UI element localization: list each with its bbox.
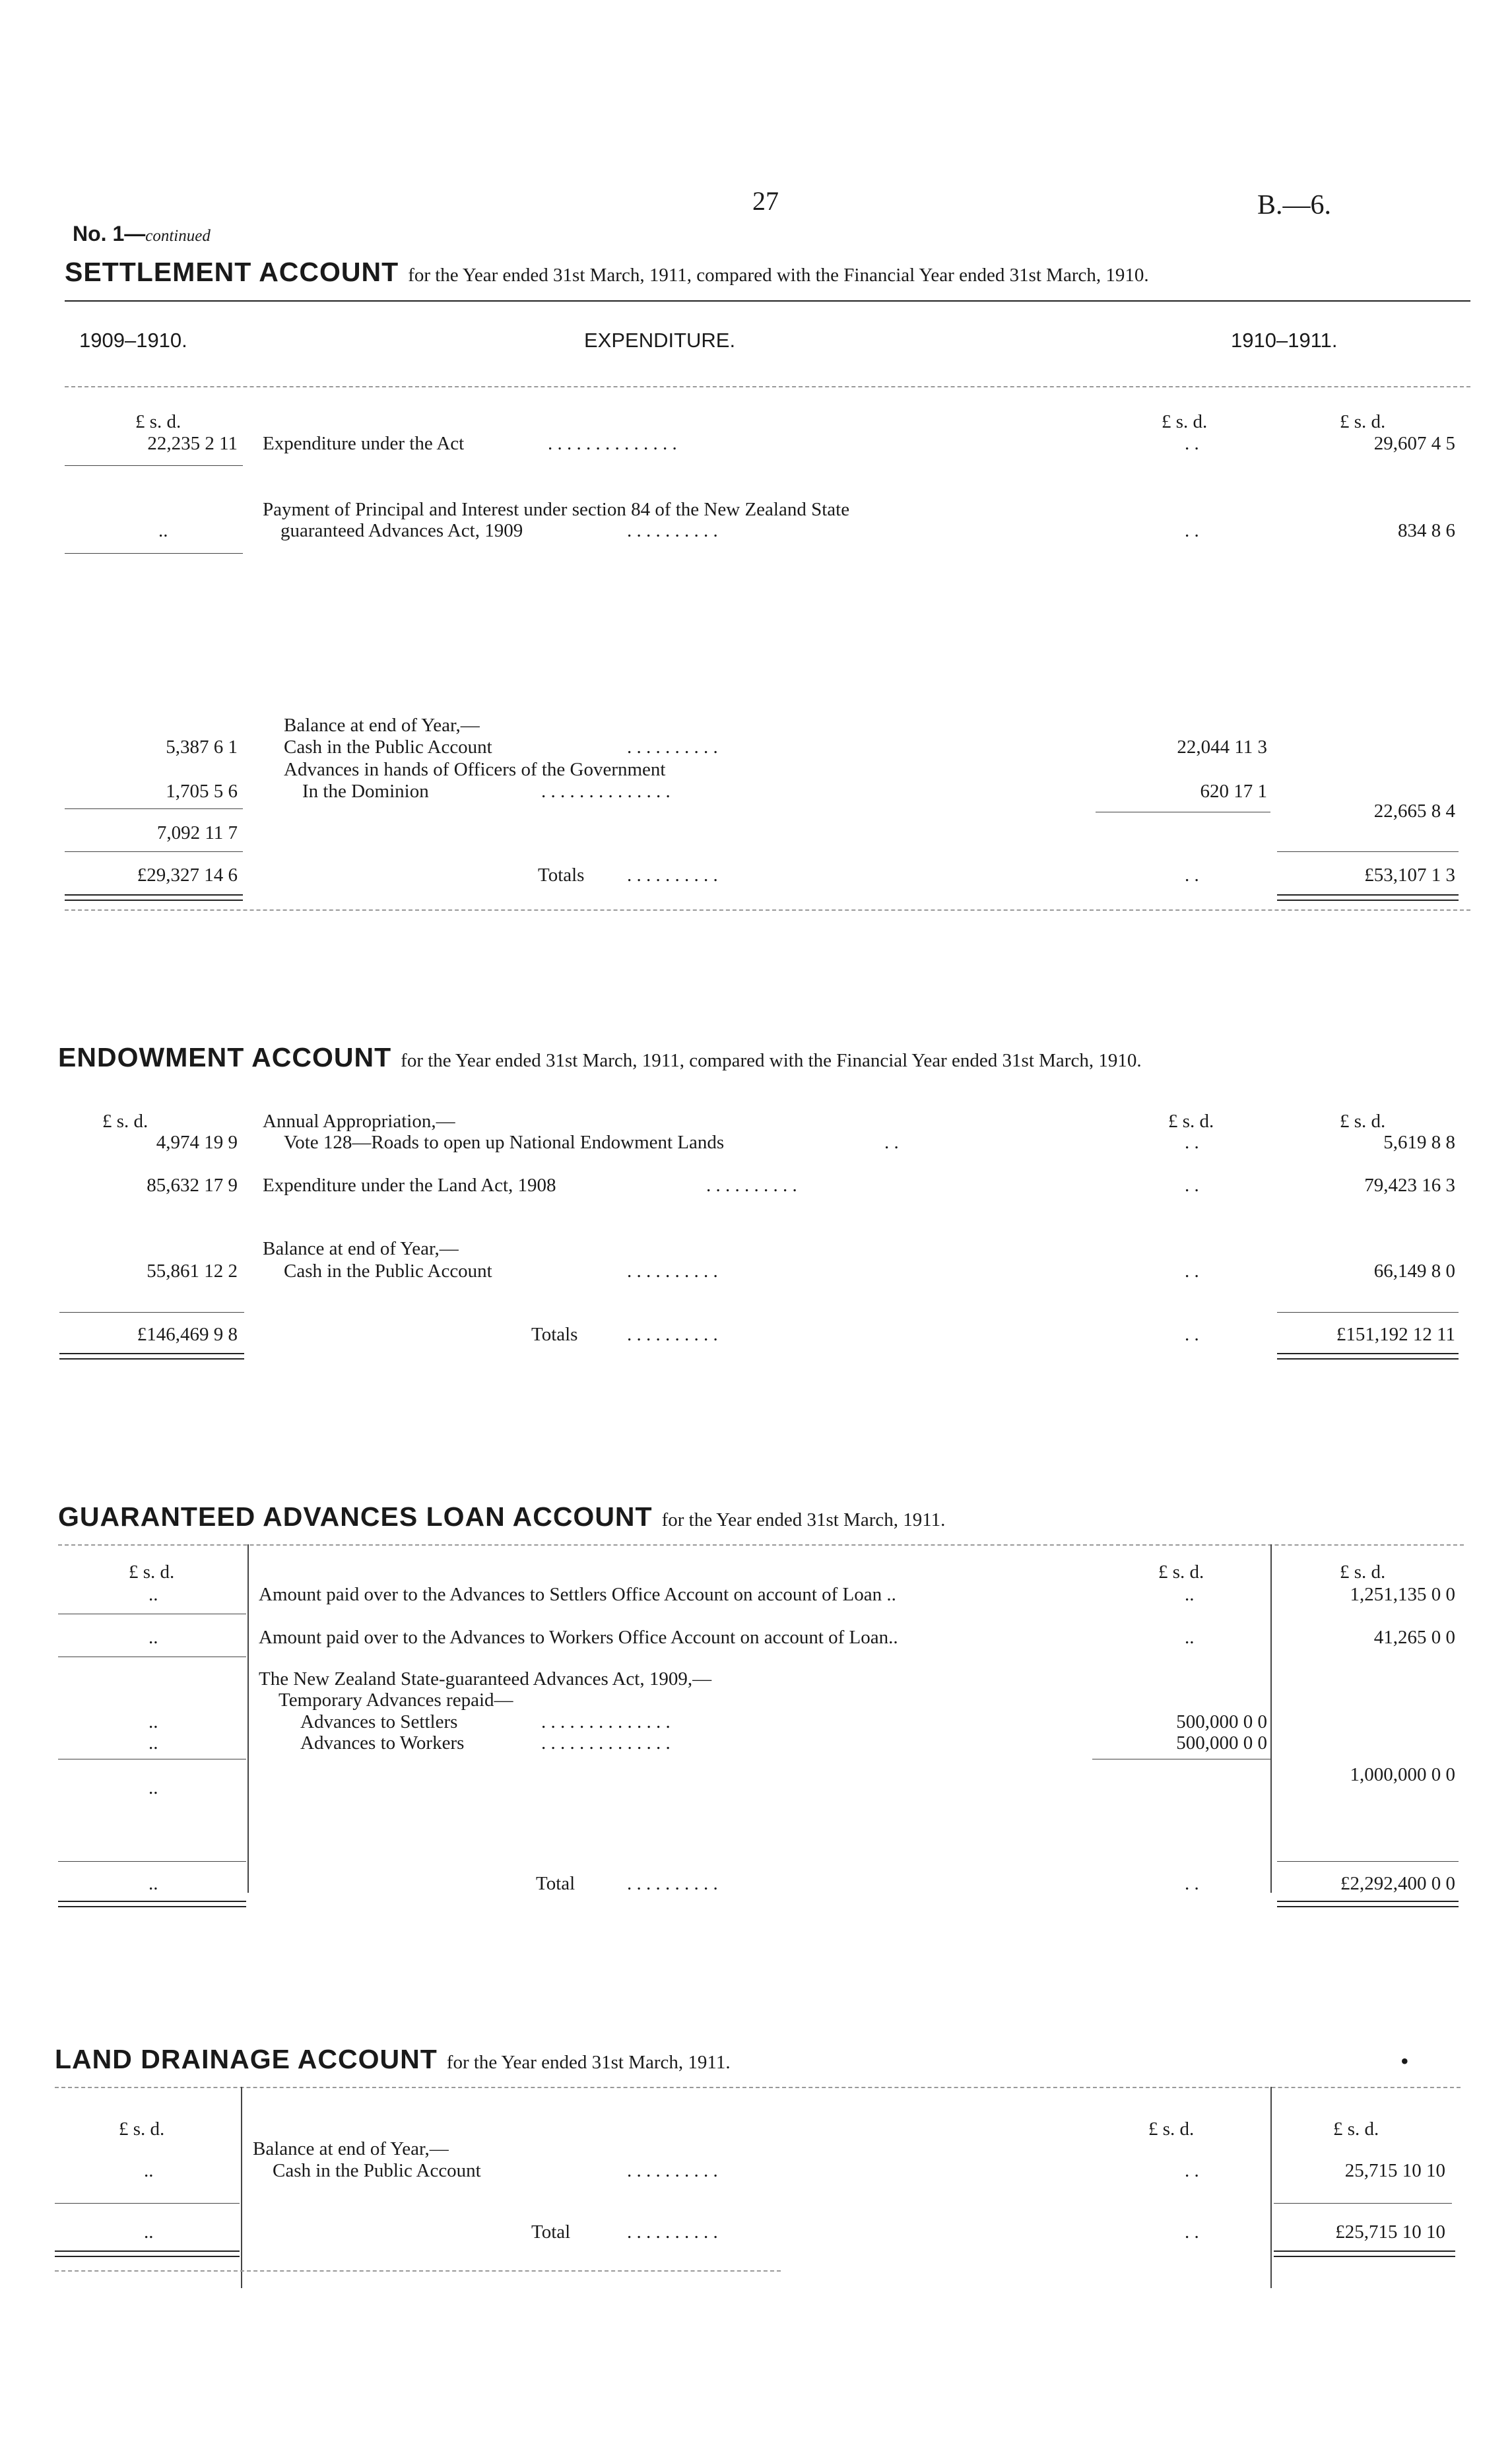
settlement-expenditure-prev: 22,235 2 11	[147, 433, 238, 454]
drainage-cash-cur: 25,715 10 10	[1344, 2160, 1445, 2181]
endowment-vote-desc: Vote 128—Roads to open up National Endowment Lands	[284, 1132, 725, 1153]
drainage-cash-desc: Cash in the Public Account	[273, 2160, 481, 2181]
guaranteed-total-label: Total	[536, 1873, 575, 1894]
leader-dots: . . . . . . . . . .	[627, 1324, 718, 1345]
endowment-title: ENDOWMENT ACCOUNT	[58, 1042, 392, 1072]
endowment-land-desc: Expenditure under the Land Act, 1908	[263, 1175, 556, 1196]
guaranteed-unit-mid: £ s. d.	[1158, 1561, 1204, 1583]
settlement-unit-left: £ s. d.	[135, 411, 181, 432]
guaranteed-unit-left: £ s. d.	[129, 1561, 175, 1583]
dots: . .	[1185, 2221, 1199, 2243]
drainage-cash-prev: ..	[144, 2160, 154, 2181]
rule	[1277, 900, 1459, 901]
leader-dots: . . . . . . . . . .	[627, 865, 718, 886]
dots: . .	[1185, 1324, 1199, 1345]
drainage-unit-left: £ s. d.	[119, 2118, 165, 2140]
guaranteed-to-workers-mid: 500,000 0 0	[1176, 1732, 1267, 1754]
rule	[1277, 894, 1459, 896]
rule	[65, 851, 243, 852]
settlement-dominion-desc: In the Dominion	[302, 781, 429, 802]
settlement-subtotal-cur: 22,665 8 4	[1373, 801, 1455, 822]
rule	[59, 1353, 244, 1354]
rule	[1277, 851, 1459, 852]
settlement-payment-cur: 834 8 6	[1398, 520, 1455, 541]
guaranteed-settlers-desc: Amount paid over to the Advances to Settlers Office Account on account of Loan ..	[259, 1584, 896, 1605]
drainage-total-cur: £25,715 10 10	[1335, 2221, 1445, 2243]
endowment-unit-mid: £ s. d.	[1168, 1111, 1214, 1132]
leader-dots: . . . . . . . . . . . . . .	[541, 1732, 671, 1754]
settlement-expenditure-desc: Expenditure under the Act	[263, 433, 465, 454]
rule	[65, 894, 243, 896]
guaranteed-heading	[58, 1503, 945, 1530]
rule	[55, 2203, 240, 2204]
dots: . .	[1185, 433, 1199, 454]
leader-dots: . . . . . . . . . . . . . .	[541, 781, 671, 802]
dots: . .	[1185, 2160, 1199, 2181]
settlement-cash-prev: 5,387 6 1	[166, 737, 238, 758]
rule	[1277, 1358, 1459, 1360]
rule	[1274, 2256, 1455, 2257]
rule	[65, 553, 243, 554]
guaranteed-unit-right: £ s. d.	[1340, 1561, 1386, 1583]
column-divider	[241, 2087, 242, 2288]
leader-dots: . . . . . . . . . .	[627, 2160, 718, 2181]
continued-no: No. 1—	[73, 222, 146, 246]
endowment-unit-right: £ s. d.	[1340, 1111, 1386, 1132]
guaranteed-total-cur: £2,292,400 0 0	[1340, 1873, 1455, 1894]
rule	[1274, 2250, 1455, 2252]
settlement-dominion-mid: 620 17 1	[1200, 781, 1267, 802]
settlement-expenditure-heading: EXPENDITURE.	[584, 329, 736, 352]
dots: . .	[884, 1132, 899, 1153]
column-divider	[1270, 1544, 1272, 1893]
settlement-dominion-prev: 1,705 5 6	[166, 781, 238, 802]
guaranteed-workers-desc: Amount paid over to the Advances to Workers Office Account on account of Loan..	[259, 1627, 898, 1648]
leader-dots: . . . . . . . . . .	[627, 1873, 718, 1894]
guaranteed-subtitle: for the Year ended 31st March, 1911.	[661, 1509, 946, 1530]
rule	[1277, 1901, 1459, 1902]
guaranteed-to-settlers-mid: 500,000 0 0	[1176, 1711, 1267, 1732]
settlement-payment-desc2: guaranteed Advances Act, 1909	[280, 520, 523, 541]
dots: . .	[1185, 520, 1199, 541]
settlement-advances-head: Advances in hands of Officers of the Government	[284, 759, 666, 780]
guaranteed-total-prev: ..	[148, 1873, 158, 1894]
rule	[1277, 1861, 1459, 1862]
drainage-bottom-rule	[55, 2270, 781, 2272]
rule	[1277, 1906, 1459, 1907]
leader-dots: . . . . . . . . . .	[627, 737, 718, 758]
drainage-total-label: Total	[531, 2221, 571, 2243]
settlement-cash-desc: Cash in the Public Account	[284, 737, 492, 758]
endowment-balance-head: Balance at end of Year,—	[263, 1238, 459, 1259]
guaranteed-sub-cur: 1,000,000 0 0	[1350, 1764, 1455, 1785]
column-divider	[247, 1544, 249, 1893]
rule	[55, 2256, 240, 2257]
settlement-bottom-rule	[65, 909, 1470, 911]
rule	[65, 808, 243, 809]
guaranteed-top-rule	[58, 1544, 1464, 1546]
drainage-heading	[55, 2046, 731, 2073]
guaranteed-to-workers-prev: ..	[148, 1732, 158, 1754]
guaranteed-sub-prev: ..	[148, 1777, 158, 1798]
settlement-unit-mid: £ s. d.	[1162, 411, 1208, 432]
settlement-totals-prev: £29,327 14 6	[137, 865, 238, 886]
endowment-totals-prev: £146,469 9 8	[137, 1324, 238, 1345]
settlement-cash-mid: 22,044 11 3	[1177, 737, 1267, 758]
endowment-cash-desc: Cash in the Public Account	[284, 1261, 492, 1282]
dots: . .	[1185, 1873, 1199, 1894]
leader-dots: . . . . . . . . . . . . . .	[541, 1711, 671, 1732]
drainage-subtitle: for the Year ended 31st March, 1911.	[446, 2052, 731, 2073]
rule	[58, 1861, 246, 1862]
endowment-totals-label: Totals	[531, 1324, 578, 1345]
settlement-totals-label: Totals	[538, 865, 585, 886]
dots: . .	[1185, 1261, 1199, 1282]
guaranteed-to-settlers-prev: ..	[148, 1711, 158, 1732]
continued-italic: continued	[145, 227, 211, 245]
settlement-header-rule	[65, 386, 1470, 387]
drainage-balance-head: Balance at end of Year,—	[253, 2138, 449, 2159]
leader-dots: . . . . . . . . . . . . . .	[548, 433, 677, 454]
guaranteed-to-workers-desc: Advances to Workers	[300, 1732, 465, 1754]
rule	[1277, 1353, 1459, 1354]
column-divider	[1270, 2087, 1272, 2288]
rule	[59, 1358, 244, 1360]
settlement-heading	[65, 259, 1149, 286]
rule	[65, 465, 243, 466]
settlement-payment-prev: ..	[158, 520, 168, 541]
document-reference: B.—6.	[1257, 190, 1332, 220]
drainage-top-rule	[55, 2087, 1461, 2088]
settlement-balance-head: Balance at end of Year,—	[284, 715, 480, 736]
endowment-vote-cur: 5,619 8 8	[1383, 1132, 1455, 1153]
settlement-subtitle: for the Year ended 31st March, 1911, compared with the Financial Year ended 31st March, 1910.	[408, 265, 1149, 286]
bullet-mark: •	[1400, 2048, 1409, 2074]
endowment-cash-cur: 66,149 8 0	[1373, 1261, 1455, 1282]
endowment-annual-head: Annual Appropriation,—	[263, 1111, 455, 1132]
settlement-top-rule	[65, 300, 1470, 302]
endowment-totals-cur: £151,192 12 11	[1336, 1324, 1455, 1345]
settlement-subtotal-prev: 7,092 11 7	[156, 822, 238, 843]
rule	[58, 1906, 246, 1907]
guaranteed-settlers-cur: 1,251,135 0 0	[1350, 1584, 1455, 1605]
leader-dots: . . . . . . . . . .	[627, 520, 718, 541]
guaranteed-workers-mid: ..	[1185, 1627, 1195, 1648]
rule	[1277, 1312, 1459, 1313]
settlement-unit-right: £ s. d.	[1340, 411, 1386, 432]
guaranteed-workers-prev: ..	[148, 1627, 158, 1648]
leader-dots: . . . . . . . . . .	[706, 1175, 797, 1196]
guaranteed-temp-head: Temporary Advances repaid—	[279, 1690, 513, 1711]
drainage-total-prev: ..	[144, 2221, 154, 2243]
guaranteed-to-settlers-desc: Advances to Settlers	[300, 1711, 458, 1732]
guaranteed-settlers-mid: ..	[1185, 1584, 1195, 1605]
settlement-payment-desc1: Payment of Principal and Interest under section 84 of the New Zealand State	[263, 499, 850, 520]
rule	[65, 900, 243, 901]
endowment-land-cur: 79,423 16 3	[1364, 1175, 1455, 1196]
guaranteed-title: GUARANTEED ADVANCES LOAN ACCOUNT	[58, 1501, 653, 1532]
settlement-year-right: 1910–1911.	[1231, 329, 1338, 352]
leader-dots: . . . . . . . . . .	[627, 1261, 718, 1282]
endowment-subtitle: for the Year ended 31st March, 1911, compared with the Financial Year ended 31st March, 1910.	[401, 1050, 1142, 1071]
continued-label	[73, 223, 211, 244]
settlement-totals-cur: £53,107 1 3	[1364, 865, 1455, 886]
dots: . .	[1185, 865, 1199, 886]
guaranteed-settlers-prev: ..	[148, 1584, 158, 1605]
dots: . .	[1185, 1132, 1199, 1153]
guaranteed-act-head: The New Zealand State-guaranteed Advances Act, 1909,—	[259, 1668, 712, 1690]
drainage-unit-right: £ s. d.	[1333, 2118, 1379, 2140]
rule	[58, 1901, 246, 1902]
endowment-cash-prev: 55,861 12 2	[147, 1261, 238, 1282]
page-number: 27	[752, 186, 779, 216]
dots: . .	[1185, 1175, 1199, 1196]
rule	[59, 1312, 244, 1313]
endowment-heading	[58, 1044, 1142, 1071]
endowment-unit-left: £ s. d.	[102, 1111, 148, 1132]
rule	[55, 2250, 240, 2252]
leader-dots: . . . . . . . . . .	[627, 2221, 718, 2243]
endowment-vote-prev: 4,974 19 9	[156, 1132, 238, 1153]
settlement-title: SETTLEMENT ACCOUNT	[65, 257, 399, 287]
drainage-unit-mid: £ s. d.	[1148, 2118, 1195, 2140]
drainage-title: LAND DRAINAGE ACCOUNT	[55, 2044, 438, 2074]
guaranteed-workers-cur: 41,265 0 0	[1373, 1627, 1455, 1648]
endowment-land-prev: 85,632 17 9	[147, 1175, 238, 1196]
rule	[1274, 2203, 1452, 2204]
settlement-expenditure-cur: 29,607 4 5	[1373, 433, 1455, 454]
settlement-year-left: 1909–1910.	[79, 329, 187, 352]
